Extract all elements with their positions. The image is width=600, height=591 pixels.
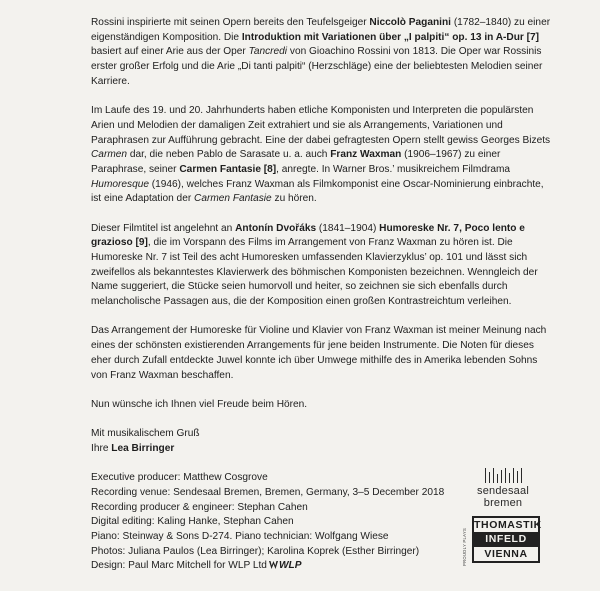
text-run: (1782–1840) zu einer eigenständigen Komposition. Die xyxy=(91,17,551,43)
body-text xyxy=(91,16,551,383)
wlp-wordmark: WLP xyxy=(278,560,302,572)
credit-line: Recording producer & engineer: Stephan Cahen xyxy=(91,501,308,513)
closing-yours: Ihre xyxy=(91,442,112,454)
proudly-plays-label xyxy=(461,514,469,566)
tiv-line-1: THOMASTIK xyxy=(474,519,542,531)
sendesaal-label: sendesaal bremen xyxy=(477,485,529,509)
closing-wish: Nun wünsche ich Ihnen viel Freude beim Hören. xyxy=(91,398,308,410)
credit-line-design xyxy=(91,559,451,574)
proudly-plays-text: PROUDLY PLAYS xyxy=(462,527,467,566)
text-run: dar, die neben Pablo de Sarasate u. a. auch xyxy=(127,149,331,161)
credit-line: Piano: Steinway & Sons D-274. Piano technician: Wolfgang Wiese xyxy=(91,530,389,542)
text-run: Dieser Filmtitel ist angelehnt an xyxy=(91,222,236,234)
bold-text: Niccolò Paganini xyxy=(369,17,451,28)
sendesaal-bars-icon xyxy=(458,468,548,483)
paragraph xyxy=(91,222,551,310)
closing-block xyxy=(91,398,551,457)
bold-text: Introduktion mit Variationen über „I palpiti“ op. 13 in A-Dur [7] xyxy=(241,31,540,43)
italic-text: Carmen xyxy=(91,149,128,161)
paragraph xyxy=(91,16,551,90)
text-run: basiert auf einer Arie aus der Oper xyxy=(91,46,249,58)
credit-line: Photos: Juliana Paulos (Lea Birringer); Karolina Koprek (Esther Birringer) xyxy=(91,545,420,557)
italic-text: Humoresque xyxy=(91,178,149,190)
text-run: Im Laufe des 19. und 20. Jahrhunderts haben etliche Komponisten und Interpreten die populärsten Arien und Melodien der damaligen Zeit extrahiert und sie als Arrangements, Variationen und Paraphrasen zur Aufführung gebracht. Eine der dabei gefragtesten Opern stellt gewiss Georges Bizets xyxy=(91,105,551,146)
text-run: (1906–1967) zu einer Paraphrase, seiner xyxy=(91,149,501,175)
bold-text: Antonín Dvořáks xyxy=(235,222,317,234)
italic-text: Carmen Fantasie xyxy=(194,193,272,205)
design-credit: Design: Paul Marc Mitchell for WLP Ltd xyxy=(91,560,267,572)
text-run: , die im Vorspann des Films im Arrangement von Franz Waxman zu hören ist. Die Humoreske Nr. 7 ist Teil des acht Humoresken umfassenden Klavierzyklus’ op. 101 und lässt sich zweifellos als bekanntestes Klavierwerk des böhmischen Komponisten bezeichnen. Wenngleich der Name suggeriert, die Stücke seien humorvoll und heiter, so zeichnen sie sich ebenfalls durch melancholische Passagen aus, die der Komposition einen großen Kontrastreichtum verleihen. xyxy=(91,237,538,308)
credit-line: Digital editing: Kaling Hanke, Stephan Cahen xyxy=(91,516,294,528)
bold-text: Franz Waxman xyxy=(330,149,402,161)
closing-greeting: Mit musikalischem Gruß xyxy=(91,428,200,440)
text-run: , anregte. In Warner Bros.’ musikreichem Filmdrama xyxy=(276,163,511,175)
italic-text: Tancredi xyxy=(248,46,288,58)
text-run: zu hören. xyxy=(271,193,317,205)
thomastik-infeld-logo xyxy=(458,510,548,570)
author-name: Lea Birringer xyxy=(111,442,175,454)
text-run: Das Arrangement der Humoreske für Violine und Klavier von Franz Waxman ist meiner Meinung nach eines der schönsten existierenden Arrangements für jene beiden Instrumente. Die Noten für dieses eher durch Zufall entdeckte Juwel konnte ich über Umwege mithilfe des in Amerika lebenden Sohns von Franz Waxman beschaffen. xyxy=(91,325,547,381)
text-run: (1841–1904) xyxy=(316,222,380,234)
credit-lines xyxy=(91,471,451,559)
credit-line: Executive producer: Matthew Cosgrove xyxy=(91,472,268,484)
paragraph xyxy=(91,104,551,207)
bold-text: Carmen Fantasie [8] xyxy=(179,163,277,175)
wlp-logo-icon xyxy=(269,561,278,569)
tiv-line-3: VIENNA xyxy=(474,546,538,561)
sendesaal-bremen-logo xyxy=(458,468,548,509)
bold-text: Humoreske Nr. 7, Poco lento e grazioso [9] xyxy=(91,222,525,249)
text-run: (1946), welches Franz Waxman als Filmkomponist eine Oscar-Nominierung einbrachte, ist eine Adaptation der xyxy=(91,178,544,205)
tiv-line-2: INFELD xyxy=(474,532,538,546)
paragraph xyxy=(91,324,551,383)
closing-signature xyxy=(91,442,551,457)
credit-line: Recording venue: Sendesaal Bremen, Bremen, Germany, 3–5 December 2018 xyxy=(91,486,445,498)
credits-block xyxy=(91,471,451,574)
text-run: Rossini inspirierte mit seinen Opern bereits den Teufelsgeiger xyxy=(91,17,370,28)
text-run: von Gioachino Rossini von 1813. Die Oper war Rossinis erster großer Erfolg und die Arie „Di tanti palpiti“ (Herzschläge) eine der beliebtesten Melodien seiner Karriere. xyxy=(91,46,543,87)
thomastik-box xyxy=(472,516,540,563)
